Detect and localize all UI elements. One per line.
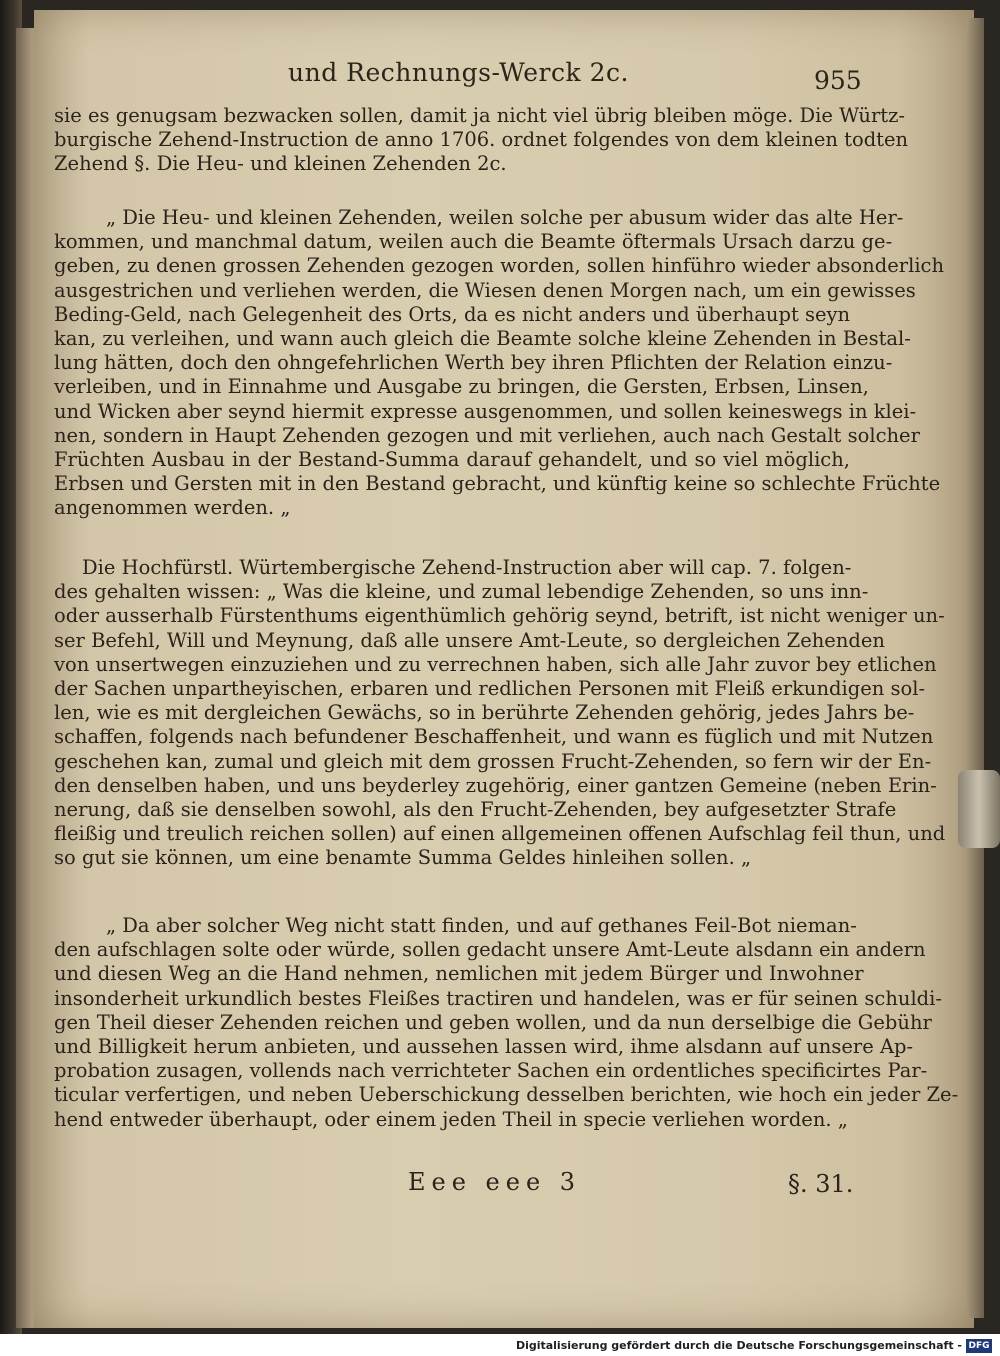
text-line: den denselben haben, und uns beyderley zugehörig, einer gantzen Gemeine (neben Erin-: [54, 773, 937, 797]
dfg-logo: DFG: [966, 1339, 992, 1353]
page-number: 955: [814, 66, 862, 95]
text-line: lung hätten, doch den ohngefehrlichen Werth bey ihren Pflichten der Relation einzu-: [54, 351, 893, 375]
paragraph-3: [54, 556, 946, 871]
catchword: §. 31.: [788, 1170, 854, 1198]
page-stack-edge: [966, 18, 984, 1318]
text-line: Beding-Geld, nach Gelegenheit des Orts, da es nicht anders und überhaupt seyn: [54, 302, 851, 326]
text-line: schaffen, folgends nach befundener Beschaffenheit, und wann es füglich und mit Nutzen: [54, 725, 934, 749]
text-line: „ Die Heu- und kleinen Zehenden, weilen solche per abusum wider das alte Her-: [106, 206, 904, 229]
text-line: so gut sie können, um eine benamte Summa Geldes hinleihen sollen. „: [54, 846, 752, 870]
text-line: und Billigkeit herum anbieten, und aussehen lassen wird, ihme alsdann auf unsere Ap-: [54, 1035, 914, 1059]
paragraph-2: [54, 206, 945, 521]
paragraph-1: [54, 104, 909, 177]
text-line: und Wicken aber seynd hiermit expresse ausgenommen, und sollen keineswegs in klei-: [54, 399, 917, 423]
text-line: fleißig und treulich reichen sollen) auf einen allgemeinen offenen Aufschlag feil thun, und: [54, 822, 946, 846]
text-line: und diesen Weg an die Hand nehmen, nemlichen mit jedem Bürger und Inwohner: [54, 962, 864, 986]
text-line: Die Hochfürstl. Würtembergische Zehend-Instruction aber will cap. 7. folgen-: [82, 556, 852, 579]
text-line: ticular verfertigen, und neben Ueberschickung desselben berichten, wie hoch ein jeder Ze-: [54, 1083, 959, 1107]
text-line: gen Theil dieser Zehenden reichen und geben wollen, und da nun derselbige die Gebühr: [54, 1010, 932, 1034]
book-clip: [958, 770, 1000, 848]
text-line: burgische Zehend-Instruction de anno 1706. ordnet folgendes von dem kleinen todten: [54, 128, 909, 152]
text-line: angenommen werden. „: [54, 496, 291, 520]
text-line: nerung, daß sie denselben sowohl, als den Frucht-Zehenden, bey aufgesetzter Strafe: [54, 798, 897, 822]
text-line: von unsertwegen einzuziehen und zu verrechnen haben, sich alle Jahr zuvor bey etlichen: [54, 652, 937, 676]
paragraph-4: [54, 914, 959, 1132]
text-line: oder ausserhalb Fürstenthums eigenthümlich gehörig seynd, betrift, ist nicht weniger un-: [54, 604, 945, 628]
running-title: und Rechnungs-Werck 2c.: [288, 58, 629, 87]
text-line: Zehend §. Die Heu- und kleinen Zehenden 2c.: [54, 152, 507, 176]
text-line: Früchten Ausbau in der Bestand-Summa darauf gehandelt, und so viel möglich,: [54, 448, 850, 472]
signature-mark: Eee eee 3: [408, 1168, 582, 1196]
text-line: sie es genugsam bezwacken sollen, damit ja nicht viel übrig bleiben möge. Die Würtz-: [54, 104, 905, 127]
text-line: kommen, und manchmal datum, weilen auch die Beamte öftermals Ursach darzu ge-: [54, 230, 893, 254]
text-line: den aufschlagen solte oder würde, sollen gedacht unsere Amt-Leute alsdann ein andern: [54, 938, 926, 962]
text-line: len, wie es mit dergleichen Gewächs, so in berührte Zehenden gehörig, jedes Jahrs be-: [54, 701, 915, 725]
text-line: „ Da aber solcher Weg nicht statt finden, und auf gethanes Feil-Bot nieman-: [106, 914, 857, 937]
text-line: insonderheit urkundlich bestes Fleißes tractiren und handelen, was er für seinen schuldi-: [54, 986, 942, 1010]
text-line: nen, sondern in Haupt Zehenden gezogen und mit verliehen, auch nach Gestalt solcher: [54, 423, 920, 447]
text-line: ausgestrichen und verliehen werden, die Wiesen denen Morgen nach, um ein gewisses: [54, 278, 916, 302]
text-line: probation zusagen, vollends nach verrichteter Sachen ein ordentliches specificirtes Par-: [54, 1059, 928, 1083]
digitization-credit: Digitalisierung gefördert durch die Deutsche Forschungsgemeinschaft -: [515, 1339, 962, 1352]
text-line: der Sachen unpartheyischen, erbaren und redlichen Personen mit Fleiß erkundigen sol-: [54, 677, 926, 701]
text-line: verleiben, und in Einnahme und Ausgabe zu bringen, die Gersten, Erbsen, Linsen,: [54, 375, 869, 399]
text-line: Erbsen und Gersten mit in den Bestand gebracht, und künftig keine so schlechte Früchte: [54, 472, 941, 496]
text-line: kan, zu verleihen, und wann auch gleich die Beamte solche kleine Zehenden in Bestal-: [54, 327, 911, 351]
text-line: hend entweder überhaupt, oder einem jeden Theil in specie verliehen worden. „: [54, 1107, 848, 1131]
text-line: geschehen kan, zumal und gleich mit dem grossen Frucht-Zehenden, so fern wir der En-: [54, 749, 932, 773]
text-line: des gehalten wissen: „ Was die kleine, und zumal lebendige Zehenden, so uns inn-: [54, 580, 869, 604]
text-line: ser Befehl, Will und Meynung, daß alle unsere Amt-Leute, so dergleichen Zehenden: [54, 628, 885, 652]
text-line: geben, zu denen grossen Zehenden gezogen worden, sollen hinführo wieder absonderlich: [54, 254, 945, 278]
